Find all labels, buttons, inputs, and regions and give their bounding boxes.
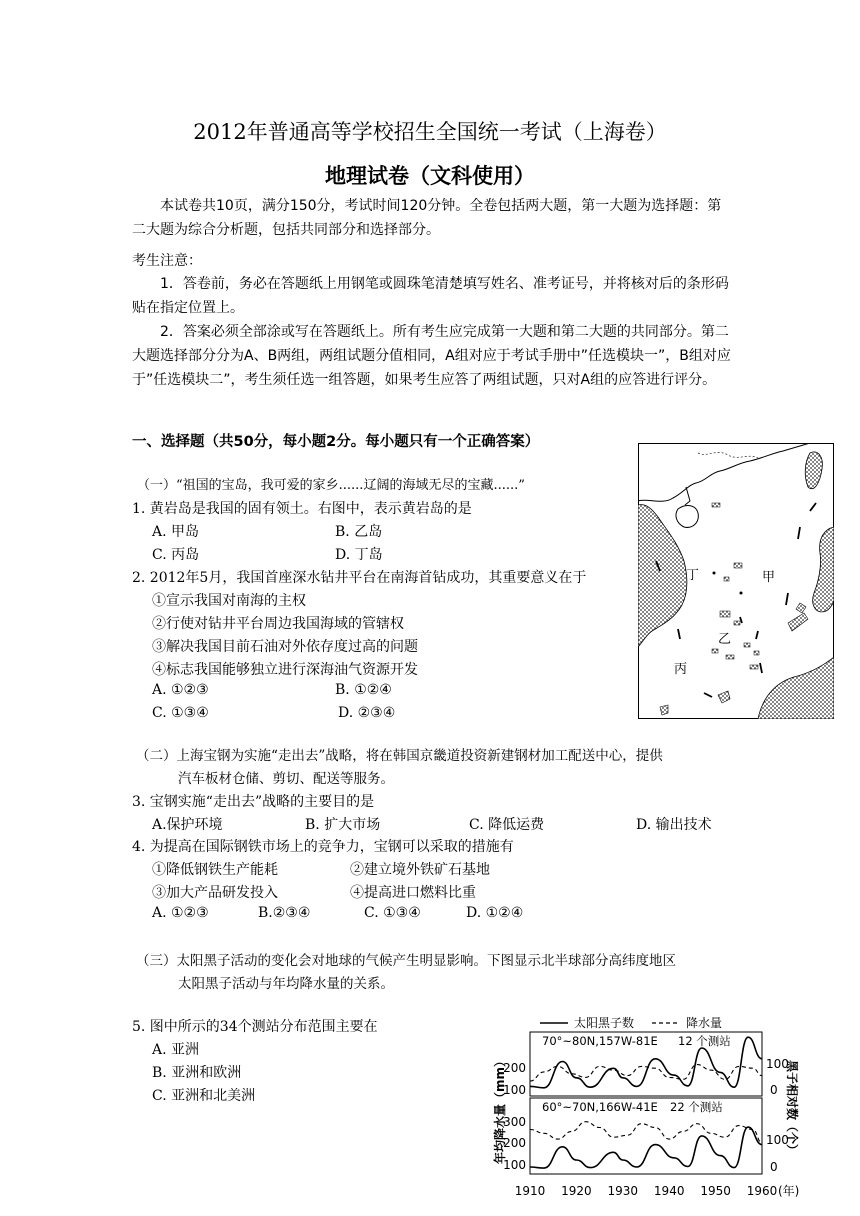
q5-option-b[interactable]: B. 亚洲和欧洲 [152, 1065, 242, 1081]
q5-option-a[interactable]: A. 亚洲 [152, 1042, 200, 1058]
panel-1-label: 70°~80N,157W-81E [542, 1034, 658, 1048]
group1-intro: （一）“祖国的宝岛，我可爱的家乡......辽阔的海域无尽的宝藏......” [137, 478, 525, 493]
q4-statement-3: ③加大产品研发投入 [152, 885, 278, 901]
question-4: 4. 为提高在国际钢铁市场上的竞争力，宝钢可以采取的措施有 [132, 839, 514, 855]
question-1: 1. 黄岩岛是我国的固有领土。右图中，表示黄岩岛的是 [132, 501, 472, 517]
p2-right-tick-100: 100 [766, 1133, 789, 1147]
section-heading: 一、选择题（共50分，每小题2分。每小题只有一个正确答案） [132, 434, 540, 450]
p1-left-tick-100: 100 [503, 1083, 526, 1097]
question-3: 3. 宝钢实施“走出去”战略的主要目的是 [132, 794, 375, 810]
panel-2-stations: 22 个测站 [670, 1100, 723, 1114]
q3-option-b[interactable]: B. 扩大市场 [305, 817, 381, 833]
p2-left-tick-200: 200 [503, 1136, 526, 1150]
q1-option-b[interactable]: B. 乙岛 [335, 524, 383, 540]
q2-option-a[interactable]: A. ①②③ [152, 682, 209, 698]
panel-2-label: 60°~70N,166W-41E [542, 1100, 658, 1114]
group2-intro-line2: 汽车板材仓储、剪切、配送等服务。 [178, 771, 394, 787]
group3-intro-line2: 太阳黑子活动与年均降水量的关系。 [178, 976, 394, 992]
q2-option-c[interactable]: C. ①③④ [152, 705, 209, 721]
x-tick-label: 1920 [561, 1184, 592, 1198]
q2-statement-3: ③解决我国目前石油对外依存度过高的问题 [152, 639, 418, 655]
x-tick-label: 1930 [607, 1184, 639, 1198]
left-axis-title: 年均降水量（mm） [493, 1054, 507, 1164]
right-axis-title: 黑子相对数（个） [785, 1060, 799, 1157]
legend-sunspot-label: 太阳黑子数 [574, 1016, 635, 1030]
page-title: 2012年普通高等学校招生全国统一考试（上海卷） [193, 120, 667, 144]
map-label-yi: 乙 [718, 632, 732, 647]
x-tick-label: 1940 [653, 1184, 685, 1198]
map-label-ding: 丁 [686, 568, 700, 583]
map-label-bing: 丙 [674, 662, 688, 677]
exam-intro: 本试卷共10页，满分150分，考试时间120分钟。全卷包括两大题，第一大题为选择题：第二大题为综合分析题，包括共同部分和选择部分。 [132, 198, 722, 238]
q3-option-d[interactable]: D. 输出技术 [636, 817, 712, 833]
q1-option-d[interactable]: D. 丁岛 [335, 547, 383, 563]
precip-line-panel-2 [530, 1122, 762, 1143]
q2-option-b[interactable]: B. ①②④ [335, 682, 392, 698]
q4-option-d[interactable]: D. ①②④ [466, 905, 524, 921]
p2-right-tick-0: 0 [770, 1160, 778, 1174]
q4-statement-1: ①降低钢铁生产能耗 [152, 862, 278, 878]
sunspot-precipitation-chart [488, 1014, 806, 1200]
x-tick-label: 1950 [700, 1184, 731, 1198]
x-tick-label: 1910 [514, 1184, 546, 1198]
notice-item-2: 2．答案必须全部涂或写在答题纸上。所有考生应完成第一大题和第二大题的共同部分。第二大题选择部分分为A、B两组，两组试题分值相同，A组对应于考试手册中”任选模块一”，B组对应于”任选模块二”，考生须任选一组答题，如果考生应答了两组试题，只对A组的应答进行评分。 [132, 324, 731, 388]
p2-left-tick-100: 100 [503, 1158, 526, 1172]
p1-right-tick-100: 100 [766, 1057, 789, 1071]
notice-item-1: 1．答卷前，务必在答题纸上用钢笔或圆珠笔清楚填写姓名、准考证号，并将核对后的条形码贴在指定位置上。 [132, 276, 729, 316]
p1-left-tick-200: 200 [503, 1061, 526, 1075]
x-axis-unit: (年) [778, 1184, 800, 1198]
panel-1-stations: 12 个测站 [678, 1034, 731, 1048]
q4-option-a[interactable]: A. ①②③ [152, 905, 209, 921]
group2-intro-line1: （二）上海宝钢为实施“走出去”战略，将在韩国京畿道投资新建钢材加工配送中心，提供 [136, 748, 663, 764]
q5-option-c[interactable]: C. 亚洲和北美洲 [152, 1088, 256, 1104]
q2-statement-2: ②行使对钻井平台周边我国海域的管辖权 [152, 616, 404, 632]
group3-intro-line1: （三）太阳黑子活动的变化会对地球的气候产生明显影响。下图显示北半球部分高纬度地区 [136, 953, 676, 969]
q4-statement-4: ④提高进口燃料比重 [350, 885, 476, 901]
q4-option-b[interactable]: B.②③④ [258, 905, 311, 921]
p1-right-tick-0: 0 [770, 1083, 778, 1097]
q1-option-c[interactable]: C. 丙岛 [152, 547, 200, 563]
p2-left-tick-300: 300 [503, 1115, 526, 1129]
question-5: 5. 图中所示的34个测站分布范围主要在 [132, 1019, 378, 1035]
map-label-jia: 甲 [762, 570, 776, 585]
q4-option-c[interactable]: C. ①③④ [364, 905, 421, 921]
q2-option-d[interactable]: D. ②③④ [338, 705, 396, 721]
q1-option-a[interactable]: A. 甲岛 [152, 524, 200, 540]
q2-statement-1: ①宣示我国对南海的主权 [152, 593, 306, 609]
q3-option-c[interactable]: C. 降低运费 [469, 817, 545, 833]
q3-option-a[interactable]: A.保护环境 [152, 817, 223, 833]
x-tick-label: 1960 [746, 1184, 778, 1198]
south-china-sea-map [638, 443, 834, 719]
question-2: 2. 2012年5月，我国首座深水钻井平台在南海首钻成功，其重要意义在于 [132, 570, 587, 586]
legend-precip-label: 降水量 [686, 1016, 723, 1030]
notice-heading: 考生注意： [132, 253, 202, 269]
q2-statement-4: ④标志我国能够独立进行深海油气资源开发 [152, 662, 418, 678]
q4-statement-2: ②建立境外铁矿石基地 [350, 862, 490, 878]
sunspot-line-panel-2 [530, 1127, 762, 1168]
page-subtitle: 地理试卷（文科使用） [325, 164, 535, 188]
